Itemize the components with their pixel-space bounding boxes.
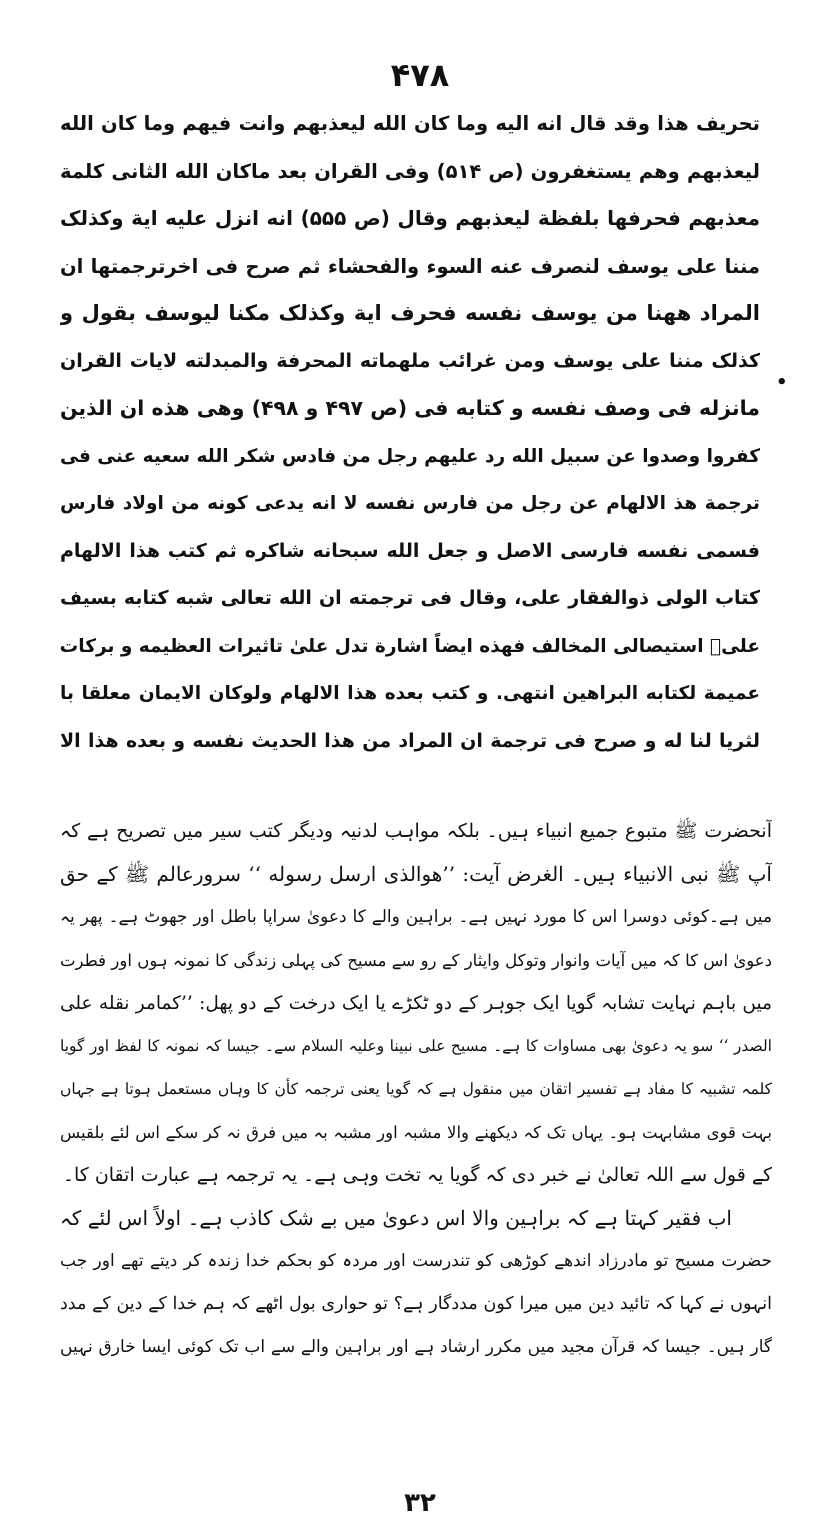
urdu-line: کلمہ تشبیہ کا مفاد ہے تفسیر اتقان میں منقول ہے کہ گویا یعنی ترجمہ کأن کا وہاں مستعمل ہوتا ہے جہاں: [60, 1080, 772, 1098]
urdu-line: دعویٰ اس کا کہ میں آیات وانوار وتوکل وایثار کے رو سے مسیح کی پہلی زندگی کا نمونہ ہوں اور فطرت: [60, 951, 772, 970]
arabic-line: كذلک مننا على يوسف ومن غرائب ملهماته المحرفة والمبدلته لايات القران: [60, 349, 760, 372]
arabic-line: كتاب الولى ذوالفقار على، وقال فى ترجمته ان الله تعالى شبه كتابه بسيف: [60, 587, 760, 609]
page-number-bottom: ۳۲: [404, 1488, 436, 1518]
urdu-line: آپ ﷺ نبی الانبیاء ہیں۔ الغرض آیت: ’’هوالذى ارسل رسوله ‘‘ سرورعالم ﷺ کے حق: [60, 862, 772, 886]
urdu-line: آنحضرت ﷺ متبوع جمیع انبیاء ہیں۔ بلکہ مواہب لدنیہ ودیگر کتب سیر میں تصریح ہے کہ: [60, 820, 772, 842]
urdu-line: حضرت مسیح تو مادرزاد اندھے کوڑھی کو تندرست اور مردہ کو بحکم خدا زندہ کر دیتے تھے اور جب: [60, 1251, 772, 1271]
arabic-line: مانزله فى وصف نفسه و كتابه فى (ص ۴۹۷ و ۴۹۸) وهى هذه ان الذين: [60, 396, 760, 420]
arabic-line: فسمى نفسه فارسى الاصل و جعل الله سبحانه شاكره ثم كتب هذا الالهام: [60, 539, 760, 562]
urdu-line: کے قول سے اللہ تعالیٰ نے خبر دی کہ گویا یہ تخت وہی ہے۔ یہ ترجمہ ہے عبارت اتقان کا۔: [62, 1164, 772, 1186]
urdu-line: الصدر ‘‘ سو یہ دعویٰ بھی مساوات کا ہے۔ مسیح علی نبینا وعلیہ السلام سے۔ جیسا کہ نمونہ کا لفظ اور گویا: [60, 1037, 772, 1055]
urdu-text-block: [60, 810, 772, 1369]
arabic-line: لثريا لنا له و صرح فى ترجمة ان المراد من هذا الحديث نفسه و بعده هذا الا: [60, 729, 760, 752]
page-number-top: ۴۷۸: [390, 56, 450, 94]
urdu-line: اب فقیر کہتا ہے کہ براہین والا اس دعویٰ میں بے شک کاذب ہے۔ اولاً اس لئے کہ: [60, 1206, 732, 1230]
urdu-line: گار ہیں۔ جیسا کہ قرآن مجید میں مکرر ارشاد ہے اور براہین والے سے اب تک کوئی ایسا خارق نہیں: [60, 1337, 772, 1357]
urdu-line: میں باہم نہایت تشابہ گویا ایک جوہر کے دو ٹکڑے یا ایک درخت کے دو پھل: ’’کمامر نقله على: [60, 993, 772, 1014]
arabic-line: علىؑ استيصالى المخالف فهذه ايضاً اشارة تدل علىٰ تاثيرات العظيمه و بركات: [60, 635, 760, 657]
arabic-line: مننا على يوسف لنصرف عنه السوء والفحشاء ثم صرح فى اخرترجمتها ان: [60, 254, 760, 278]
arabic-line: معذبهم فحرفها بلفظة ليعذبهم وقال (ص ۵۵۵) انه انزل عليه اية وكذلک: [60, 206, 760, 230]
arabic-line: تحريف هذا وقد قال انه اليه وما كان الله ليعذبهم وانت فيهم وما كان الله: [60, 112, 760, 135]
urdu-line: انہوں نے کہا کہ تائید دین میں میرا کون مددگار ہے؟ تو حواری بول اٹھے کہ ہم خدا کے دین کے مدد: [60, 1294, 772, 1314]
arabic-line: كفروا وصدوا عن سبيل الله رد عليهم رجل من فادس شكر الله سعيه عنى فى: [60, 445, 760, 467]
arabic-line: المراد ههنا من يوسف نفسه فحرف اية وكذلک مكنا ليوسف بقول و: [60, 301, 760, 325]
urdu-line: میں ہے۔کوئی دوسرا اس کا مورد نہیں ہے۔ براہین والے کا دعویٰ سراپا باطل اور جھوٹ ہے۔ پھر یہ: [60, 907, 772, 927]
arabic-text-block: [60, 100, 760, 765]
arabic-line: عميمة لكتابه البراهين انتهى. و كتب بعده هذا الالهام ولوكان الايمان معلقا با: [60, 683, 760, 704]
arabic-line: ليعذبهم وهم يستغفرون (ص ۵۱۴) وفى القران بعد ماكان الله الثانى كلمة: [60, 159, 760, 183]
arabic-line: ترجمة هذ الالهام عن رجل من فارس نفسه لا انه يدعى كونه من اولاد فارس: [60, 493, 760, 514]
margin-bullet-mark: •: [776, 372, 788, 393]
urdu-line: بہت قوی مشابہت ہو۔ یہاں تک کہ دیکھنے والا مشبہ اور مشبہ بہ میں فرق نہ کر سکے اس لئے بلقیس: [60, 1123, 772, 1142]
